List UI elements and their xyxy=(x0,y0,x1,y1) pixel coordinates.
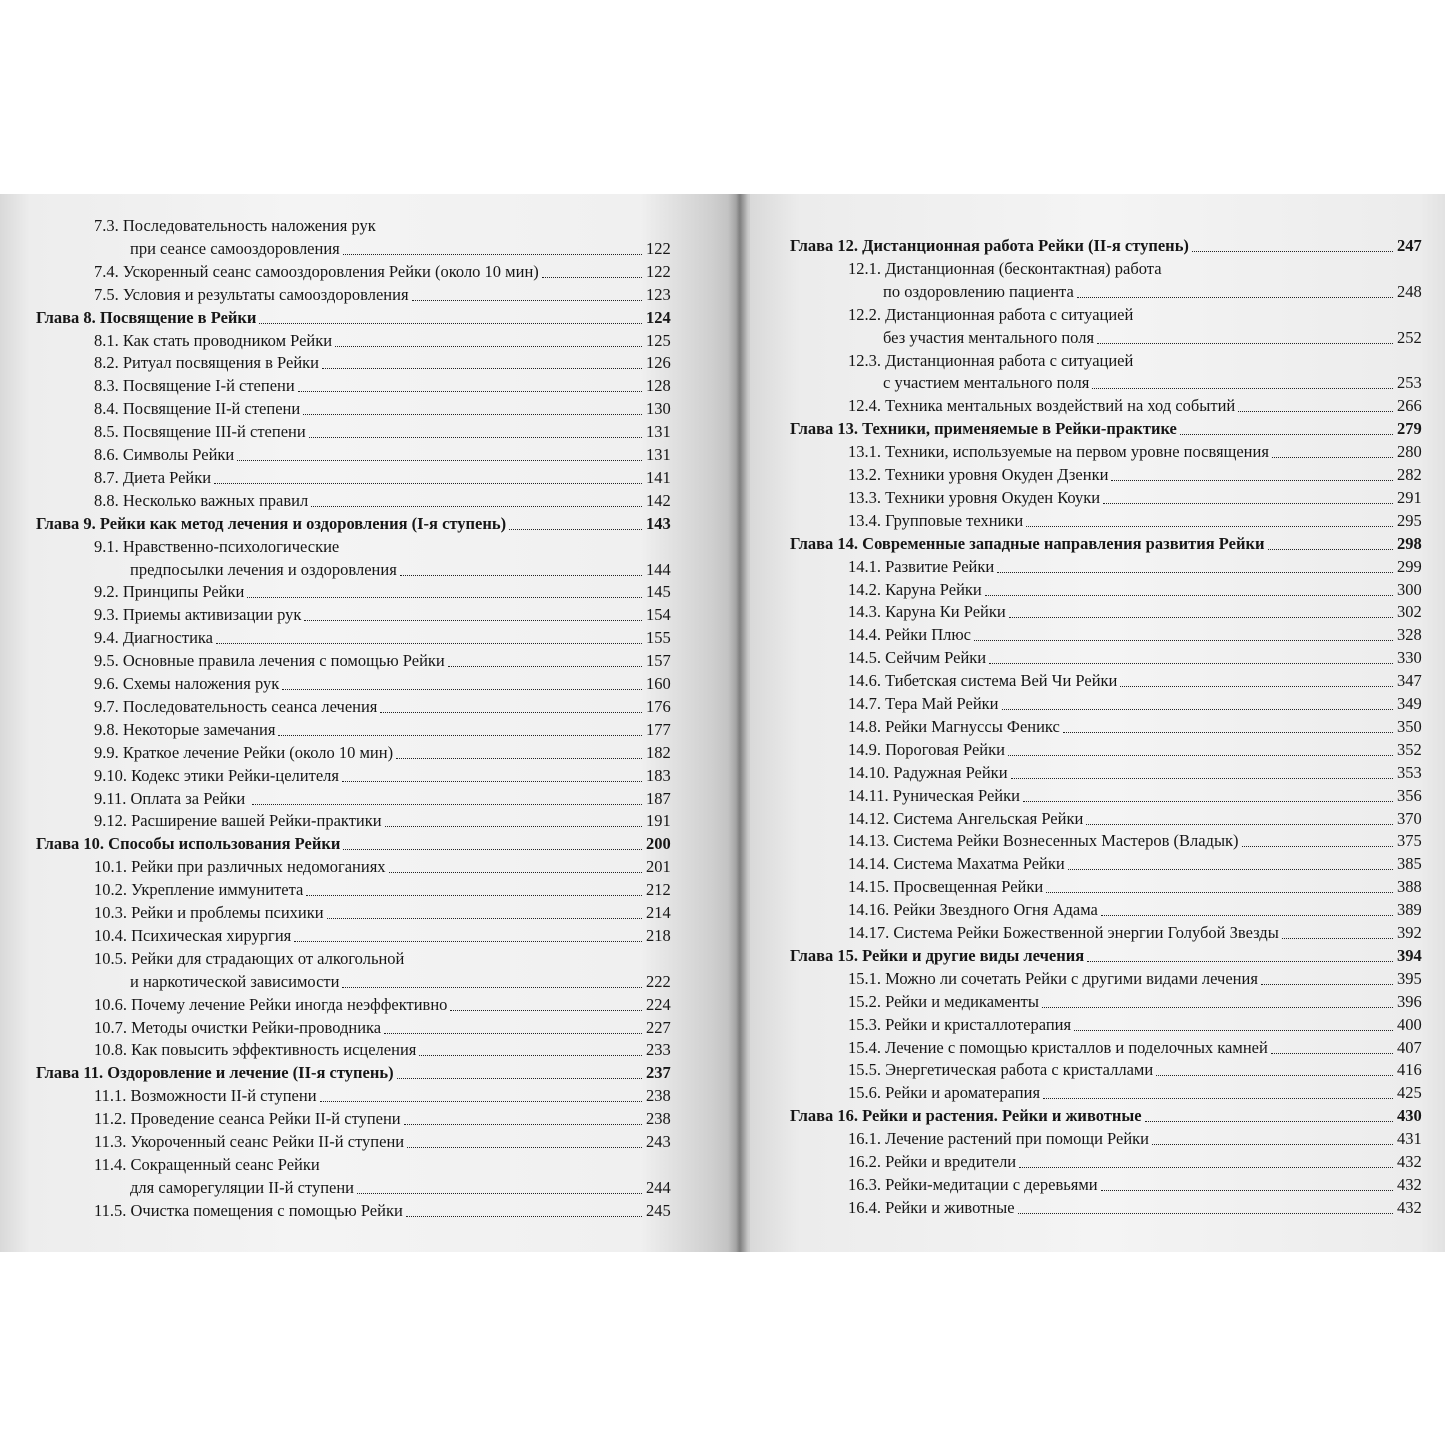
page-number: 352 xyxy=(1397,739,1422,759)
page-number: 396 xyxy=(1397,991,1422,1011)
toc-entry-text: 16.2. Рейки и вредители xyxy=(848,1152,1017,1171)
dot-leader xyxy=(1268,549,1393,550)
chapter-title: Глава 13. Техники, применяемые в Рейки-практике xyxy=(790,419,1177,439)
dot-leader xyxy=(1111,480,1393,481)
dot-leader xyxy=(985,595,1393,596)
page-number: 224 xyxy=(646,994,671,1014)
toc-entry-text: 8.6. Символы Рейки xyxy=(94,445,235,464)
page-number: 279 xyxy=(1397,419,1422,439)
dot-leader xyxy=(404,1124,642,1125)
chapter-title: Глава 11. Оздоровление и лечение (II-я ступень) xyxy=(36,1063,394,1083)
page-number: 122 xyxy=(646,238,671,258)
toc-entry-text: 12.4. Техника ментальных воздействий на ход событий xyxy=(848,396,1236,416)
toc-entry-text: 9.9. Краткое лечение Рейки (около 10 мин) xyxy=(94,742,394,762)
toc-entry-text: 14.6. Тибетская система Вей Чи Рейки xyxy=(848,671,1118,691)
toc-entry-text: по оздоровлению пациента xyxy=(883,281,1074,301)
toc-entry-text: 9.4. Диагностика xyxy=(94,628,213,648)
chapter-title: Глава 9. Рейки как метод лечения и оздоровления (I-я ступень) xyxy=(36,513,507,533)
dot-leader xyxy=(1180,434,1393,435)
toc-entry-text: 14.17. Система Рейки Божественной энергии Голубой Звезды xyxy=(848,923,1279,942)
toc-entry-text: 7.5. Условия и результаты самооздоровления xyxy=(94,284,409,304)
dot-leader xyxy=(389,872,642,873)
page-number: 187 xyxy=(646,788,671,808)
toc-entry-text: 10.3. Рейки и проблемы психики xyxy=(94,903,324,922)
dot-leader xyxy=(1101,1190,1393,1191)
page-number: 143 xyxy=(646,513,671,533)
page-number: 416 xyxy=(1397,1060,1422,1080)
dot-leader xyxy=(1192,251,1393,252)
dot-leader xyxy=(396,758,642,759)
dot-leader xyxy=(1101,915,1393,916)
dot-leader xyxy=(412,300,642,301)
dot-leader xyxy=(509,529,642,530)
page-number: 389 xyxy=(1397,900,1422,920)
page-number: 394 xyxy=(1397,945,1422,965)
toc-entry-text: 16.1. Лечение растений при помощи Рейки xyxy=(848,1129,1150,1149)
dot-leader xyxy=(450,1010,642,1011)
page-number: 177 xyxy=(646,719,671,739)
toc-entry-text: 9.8. Некоторые замечания xyxy=(94,719,276,739)
page-number: 328 xyxy=(1397,625,1422,645)
dot-leader xyxy=(1009,617,1393,618)
page-number: 370 xyxy=(1397,808,1422,828)
page-number: 128 xyxy=(646,376,671,396)
dot-leader xyxy=(1023,801,1393,802)
toc-entry-text: 12.3. Дистанционная работа с ситуацией xyxy=(848,350,1134,370)
dot-leader xyxy=(1002,709,1393,710)
page-number: 182 xyxy=(646,742,671,762)
toc-entry-text: 9.5. Основные правила лечения с помощью Рейки xyxy=(94,651,445,671)
dot-leader xyxy=(247,597,642,598)
page-number: 392 xyxy=(1397,923,1422,942)
dot-leader xyxy=(1087,961,1393,962)
dot-leader xyxy=(1282,938,1393,939)
page-number: 126 xyxy=(646,353,671,373)
toc-entry-text: 8.1. Как стать проводником Рейки xyxy=(94,330,333,350)
toc-entry-text: 7.3. Последовательность наложения рук xyxy=(94,216,376,235)
dot-leader xyxy=(322,368,642,369)
page-number: 350 xyxy=(1397,716,1422,736)
page-number: 237 xyxy=(646,1063,671,1083)
toc-entry-text: 14.12. Система Ангельская Рейки xyxy=(848,808,1084,828)
toc-entry-text: и наркотической зависимости xyxy=(130,971,340,991)
dot-leader xyxy=(335,346,642,347)
page-number: 282 xyxy=(1397,465,1422,484)
toc-entry-text: 16.3. Рейки-медитации с деревьями xyxy=(848,1174,1098,1194)
page-number: 218 xyxy=(646,925,671,945)
toc-entry-text: с участием ментального поля xyxy=(883,373,1090,393)
page-number: 191 xyxy=(646,811,671,831)
page-number: 157 xyxy=(646,651,671,671)
dot-leader xyxy=(1097,343,1393,344)
toc-entry-text: 8.8. Несколько важных правил xyxy=(94,490,309,510)
dot-leader xyxy=(214,483,642,484)
dot-leader xyxy=(1008,755,1393,756)
dot-leader xyxy=(974,640,1393,641)
dot-leader xyxy=(1026,526,1393,527)
page-number: 212 xyxy=(646,880,671,900)
dot-leader xyxy=(448,666,642,667)
page-number: 247 xyxy=(1397,236,1422,255)
toc-entry-text: 9.1. Нравственно-психологические xyxy=(94,536,340,556)
toc-entry-text: 15.4. Лечение с помощью кристаллов и поделочных камней xyxy=(848,1037,1268,1057)
dot-leader xyxy=(309,437,642,438)
dot-leader xyxy=(327,918,642,919)
toc-entry-text: 8.5. Посвящение III-й степени xyxy=(94,422,306,442)
dot-leader xyxy=(259,323,642,324)
toc-entry-text: 15.6. Рейки и ароматерапия xyxy=(848,1083,1041,1103)
toc-entry-text: 14.2. Каруна Рейки xyxy=(848,579,982,599)
dot-leader xyxy=(343,254,642,255)
page-number: 407 xyxy=(1397,1037,1422,1057)
dot-leader xyxy=(1063,732,1393,733)
page-number: 245 xyxy=(646,1200,671,1220)
page-number: 201 xyxy=(646,857,671,877)
toc-entry-text: 9.7. Последовательность сеанса лечения xyxy=(94,696,378,716)
dot-leader xyxy=(407,1147,642,1148)
page-number: 142 xyxy=(646,490,671,510)
dot-leader xyxy=(357,1193,642,1194)
page-number: 430 xyxy=(1397,1106,1422,1126)
dot-leader xyxy=(1145,1121,1393,1122)
dot-leader xyxy=(306,895,642,896)
dot-leader xyxy=(216,643,642,644)
page-number: 388 xyxy=(1397,877,1422,897)
dot-leader xyxy=(1120,686,1393,687)
page-number: 243 xyxy=(646,1132,671,1151)
dot-leader xyxy=(278,735,642,736)
page-number: 244 xyxy=(646,1177,671,1197)
toc-entry-text: 14.11. Руническая Рейки xyxy=(848,785,1020,805)
toc-entry-text: 10.8. Как повысить эффективность исцеления xyxy=(94,1040,417,1060)
chapter-title: Глава 15. Рейки и другие виды лечения xyxy=(790,945,1085,965)
page-number: 238 xyxy=(646,1086,671,1106)
toc-entry-text: 13.3. Техники уровня Окуден Коуки xyxy=(848,487,1101,507)
dot-leader xyxy=(1068,869,1393,870)
dot-leader xyxy=(1046,892,1393,893)
toc-entry-text: 10.7. Методы очистки Рейки-проводника xyxy=(94,1017,382,1037)
page-number: 222 xyxy=(646,971,671,991)
page-number: 154 xyxy=(646,605,671,625)
dot-leader xyxy=(1074,1030,1393,1031)
dot-leader xyxy=(1077,297,1393,298)
page-number: 227 xyxy=(646,1017,671,1037)
toc-entry-text: 14.8. Рейки Магнуссы Феникс xyxy=(848,716,1060,736)
toc-entry-text: для саморегуляции II-й ступени xyxy=(130,1177,355,1197)
toc-entry-text: 10.2. Укрепление иммунитета xyxy=(94,880,304,900)
page-number: 400 xyxy=(1397,1014,1422,1034)
page-number: 280 xyxy=(1397,442,1422,462)
dot-leader xyxy=(400,575,642,576)
toc-entry-text: 7.4. Ускоренный сеанс самооздоровления Рейки (около 10 мин) xyxy=(94,261,539,281)
toc-entry-text: 14.14. Система Махатма Рейки xyxy=(848,854,1065,874)
toc-entry-text: 9.2. Принципы Рейки xyxy=(94,582,245,602)
page-number: 432 xyxy=(1397,1174,1422,1194)
page-number: 155 xyxy=(646,628,671,648)
toc-entry-text: 14.1. Развитие Рейки xyxy=(848,556,995,576)
page-number: 183 xyxy=(646,765,671,785)
toc-entry-text: 14.13. Система Рейки Вознесенных Мастеров (Владык) xyxy=(848,831,1239,851)
book-gutter xyxy=(728,194,750,1252)
chapter-title: Глава 12. Дистанционная работа Рейки (II-я ступень) xyxy=(790,236,1189,255)
toc-entry-text: 15.1. Можно ли сочетать Рейки с другими видами лечения xyxy=(848,968,1258,988)
toc-entry-text: 14.15. Просвещенная Рейки xyxy=(848,877,1044,897)
toc-entry-text: без участия ментального поля xyxy=(883,327,1095,347)
page-number: 353 xyxy=(1397,762,1422,782)
toc-entry-text: при сеансе самооздоровления xyxy=(130,238,340,258)
page-number: 131 xyxy=(646,445,671,464)
dot-leader xyxy=(1156,1075,1393,1076)
page-number: 141 xyxy=(646,467,671,487)
toc-entry-text: 15.2. Рейки и медикаменты xyxy=(848,991,1039,1011)
dot-leader xyxy=(303,414,642,415)
page-number: 375 xyxy=(1397,831,1422,851)
page-number: 145 xyxy=(646,582,671,602)
dot-leader xyxy=(384,1033,642,1034)
page-number: 298 xyxy=(1397,533,1422,553)
dot-leader xyxy=(304,620,642,621)
toc-entry-text: 14.16. Рейки Звездного Огня Адама xyxy=(848,900,1098,920)
page-number: 248 xyxy=(1397,281,1422,301)
dot-leader xyxy=(1042,1007,1393,1008)
toc-entry-text: 10.4. Психическая хирургия xyxy=(94,925,292,945)
toc-entry-text: 11.2. Проведение сеанса Рейки II-й ступени xyxy=(94,1109,401,1129)
toc-entry-text: 10.1. Рейки при различных недомоганиях xyxy=(94,857,386,877)
page-number: 300 xyxy=(1397,579,1422,599)
page-number: 233 xyxy=(646,1040,671,1060)
toc-entry-text: предпосылки лечения и оздоровления xyxy=(130,559,397,579)
page-number: 295 xyxy=(1397,510,1422,530)
dot-leader xyxy=(343,849,642,850)
toc-entry-text: 10.6. Почему лечение Рейки иногда неэффективно xyxy=(94,994,448,1014)
dot-leader xyxy=(1238,411,1393,412)
toc-entry-text: 14.3. Каруна Ки Рейки xyxy=(848,602,1006,622)
page-number: 131 xyxy=(646,422,671,442)
page-number: 299 xyxy=(1397,556,1422,576)
page-number: 200 xyxy=(646,834,671,854)
page-number: 330 xyxy=(1397,648,1422,668)
dot-leader xyxy=(1261,984,1393,985)
page-number: 176 xyxy=(646,696,671,716)
chapter-title: Глава 14. Современные западные направления развития Рейки xyxy=(790,533,1265,553)
dot-leader xyxy=(1242,846,1393,847)
page-number: 252 xyxy=(1397,327,1422,347)
page-number: 130 xyxy=(646,399,671,419)
page-number: 238 xyxy=(646,1109,671,1129)
dot-leader xyxy=(1092,388,1393,389)
dot-leader xyxy=(342,781,642,782)
dot-leader xyxy=(342,987,642,988)
dot-leader xyxy=(989,663,1393,664)
page-number: 432 xyxy=(1397,1197,1422,1217)
toc-entry-text: 8.2. Ритуал посвящения в Рейки xyxy=(94,353,319,373)
dot-leader xyxy=(311,506,642,507)
dot-leader xyxy=(1018,1213,1393,1214)
dot-leader xyxy=(1011,778,1393,779)
toc-entry-text: 9.10. Кодекс этики Рейки-целителя xyxy=(94,765,339,785)
toc-entry-text: 13.1. Техники, используемые на первом уровне посвящения xyxy=(848,442,1269,462)
dot-leader xyxy=(406,1216,642,1217)
dot-leader xyxy=(1271,1053,1393,1054)
dot-leader xyxy=(1103,503,1393,504)
right-page xyxy=(750,0,1445,1445)
page-number: 124 xyxy=(646,307,671,327)
dot-leader xyxy=(997,572,1393,573)
page-number: 253 xyxy=(1397,373,1422,393)
toc-entry-text: 13.2. Техники уровня Окуден Дзенки xyxy=(848,465,1109,484)
toc-entry-text: 13.4. Групповые техники xyxy=(848,510,1024,530)
toc-entry-text: 11.4. Сокращенный сеанс Рейки xyxy=(94,1154,320,1174)
dot-leader xyxy=(1086,824,1393,825)
page-number: 385 xyxy=(1397,854,1422,874)
toc-entry-text: 14.7. Тера Май Рейки xyxy=(848,694,999,713)
toc-entry-text: 10.5. Рейки для страдающих от алкогольной xyxy=(94,948,405,968)
page-number: 347 xyxy=(1397,671,1422,691)
page-number: 432 xyxy=(1397,1152,1422,1171)
toc-entry-text: 9.3. Приемы активизации рук xyxy=(94,605,302,625)
toc-entry-text: 9.11. Оплата за Рейки xyxy=(94,788,246,808)
chapter-title: Глава 8. Посвящение в Рейки xyxy=(36,307,257,327)
toc-entry-text: 15.5. Энергетическая работа с кристаллами xyxy=(848,1060,1154,1080)
toc-entry-text: 12.1. Дистанционная (бесконтактная) работа xyxy=(848,258,1162,278)
toc-entry-text: 14.4. Рейки Плюс xyxy=(848,625,972,645)
page-number: 160 xyxy=(646,674,671,693)
dot-leader xyxy=(542,277,642,278)
page-number: 302 xyxy=(1397,602,1422,622)
dot-leader xyxy=(1019,1167,1393,1168)
page-number: 395 xyxy=(1397,968,1422,988)
toc-entry-text: 9.6. Схемы наложения рук xyxy=(94,674,280,693)
page-number: 266 xyxy=(1397,396,1422,416)
page-number: 349 xyxy=(1397,694,1422,713)
toc-entry-text: 8.3. Посвящение I-й степени xyxy=(94,376,295,396)
page-number: 291 xyxy=(1397,487,1422,507)
dot-leader xyxy=(419,1055,642,1056)
page-number: 425 xyxy=(1397,1083,1422,1103)
toc-entry-text: 8.7. Диета Рейки xyxy=(94,467,212,487)
chapter-title: Глава 16. Рейки и растения. Рейки и животные xyxy=(790,1106,1142,1126)
toc-entry-text: 14.9. Пороговая Рейки xyxy=(848,739,1005,759)
toc-entry-text: 12.2. Дистанционная работа с ситуацией xyxy=(848,304,1134,324)
dot-leader xyxy=(252,804,642,805)
dot-leader xyxy=(380,712,642,713)
page-number: 356 xyxy=(1397,785,1422,805)
page-number: 431 xyxy=(1397,1129,1422,1149)
toc-entry-text: 14.10. Радужная Рейки xyxy=(848,762,1008,782)
dot-leader xyxy=(282,689,642,690)
dot-leader xyxy=(385,826,642,827)
dot-leader xyxy=(1272,457,1393,458)
dot-leader xyxy=(237,460,642,461)
chapter-title: Глава 10. Способы использования Рейки xyxy=(36,834,341,854)
dot-leader xyxy=(1043,1098,1393,1099)
toc-entry-text: 15.3. Рейки и кристаллотерапия xyxy=(848,1014,1072,1034)
page-number: 214 xyxy=(646,903,671,922)
toc-entry-text: 11.5. Очистка помещения с помощью Рейки xyxy=(94,1200,403,1220)
dot-leader xyxy=(1152,1144,1393,1145)
page-number: 123 xyxy=(646,284,671,304)
toc-entry-text: 14.5. Сейчим Рейки xyxy=(848,648,987,668)
toc-entry-text: 16.4. Рейки и животные xyxy=(848,1197,1015,1217)
toc-entry-text: 9.12. Расширение вашей Рейки-практики xyxy=(94,811,382,831)
dot-leader xyxy=(320,1101,642,1102)
dot-leader xyxy=(397,1078,642,1079)
dot-leader xyxy=(294,941,642,942)
toc-entry-text: 11.3. Укороченный сеанс Рейки II-й ступени xyxy=(94,1132,405,1151)
page-number: 122 xyxy=(646,261,671,281)
toc-entry-text: 11.1. Возможности II-й ступени xyxy=(94,1086,317,1106)
page-number: 125 xyxy=(646,330,671,350)
dot-leader xyxy=(298,391,642,392)
page-number: 144 xyxy=(646,559,671,579)
toc-entry-text: 8.4. Посвящение II-й степени xyxy=(94,399,301,419)
